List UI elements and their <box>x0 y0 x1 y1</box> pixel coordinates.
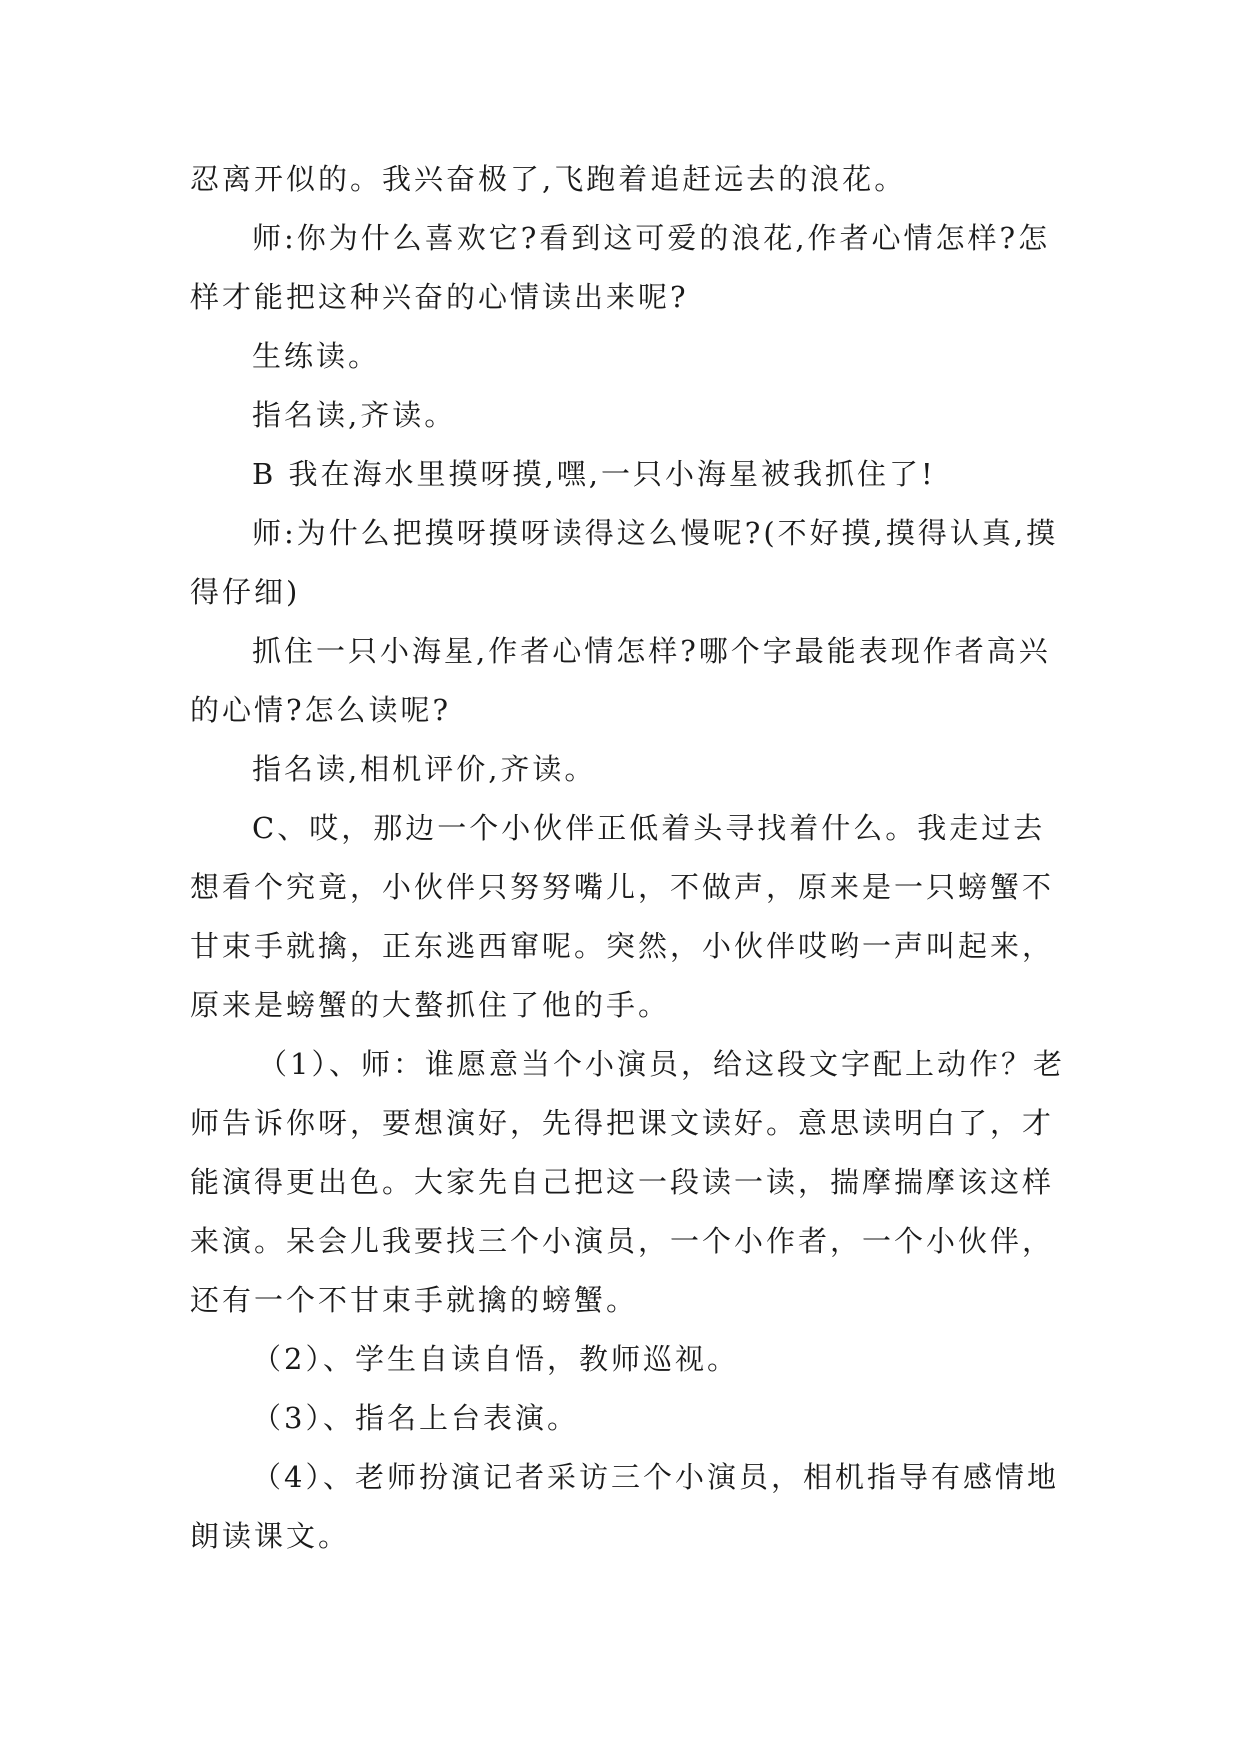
paragraph-4: 指名读,齐读。 <box>252 398 457 432</box>
document-page <box>190 150 1070 1566</box>
paragraph-10: （1）、师：谁愿意当个小演员，给这段文字配上动作？老师告诉你呀，要想演好，先得把课文读好。意思读明白了，才能演得更出色。大家先自己把这一段读一读，揣摩揣摩该这样来演。呆会儿我要找三个小演员，一个小作者，一个小伙伴，还有一个不甘束手就擒的螃蟹。 <box>190 1047 1065 1317</box>
paragraph-9: C、哎，那边一个小伙伴正低着头寻找着什么。我走过去想看个究竟，小伙伴只努努嘴儿，不做声，原来是一只螃蟹不甘束手就擒，正东逃西窜呢。突然，小伙伴哎哟一声叫起来，原来是螃蟹的大螯抓住了他的手。 <box>190 811 1055 1022</box>
paragraph-1: 忍离开似的。我兴奋极了,飞跑着追赶远去的浪花。 <box>190 162 907 196</box>
paragraph-7: 抓住一只小海星,作者心情怎样?哪个字最能表现作者高兴的心情?怎么读呢? <box>190 634 1051 727</box>
paragraph-2: 师:你为什么喜欢它?看到这可爱的浪花,作者心情怎样?怎样才能把这种兴奋的心情读出来呢? <box>190 221 1051 314</box>
paragraph-6: 师:为什么把摸呀摸呀读得这么慢呢?(不好摸,摸得认真,摸得仔细) <box>190 516 1059 609</box>
paragraph-5: B 我在海水里摸呀摸,嘿,一只小海星被我抓住了! <box>252 457 936 491</box>
paragraph-13: （4）、老师扮演记者采访三个小演员，相机指导有感情地朗读课文。 <box>190 1460 1059 1553</box>
paragraph-11: （2）、学生自读自悟，教师巡视。 <box>252 1342 739 1376</box>
paragraph-12: （3）、指名上台表演。 <box>252 1401 579 1435</box>
paragraph-8: 指名读,相机评价,齐读。 <box>252 752 597 786</box>
paragraph-3: 生练读。 <box>252 339 381 373</box>
